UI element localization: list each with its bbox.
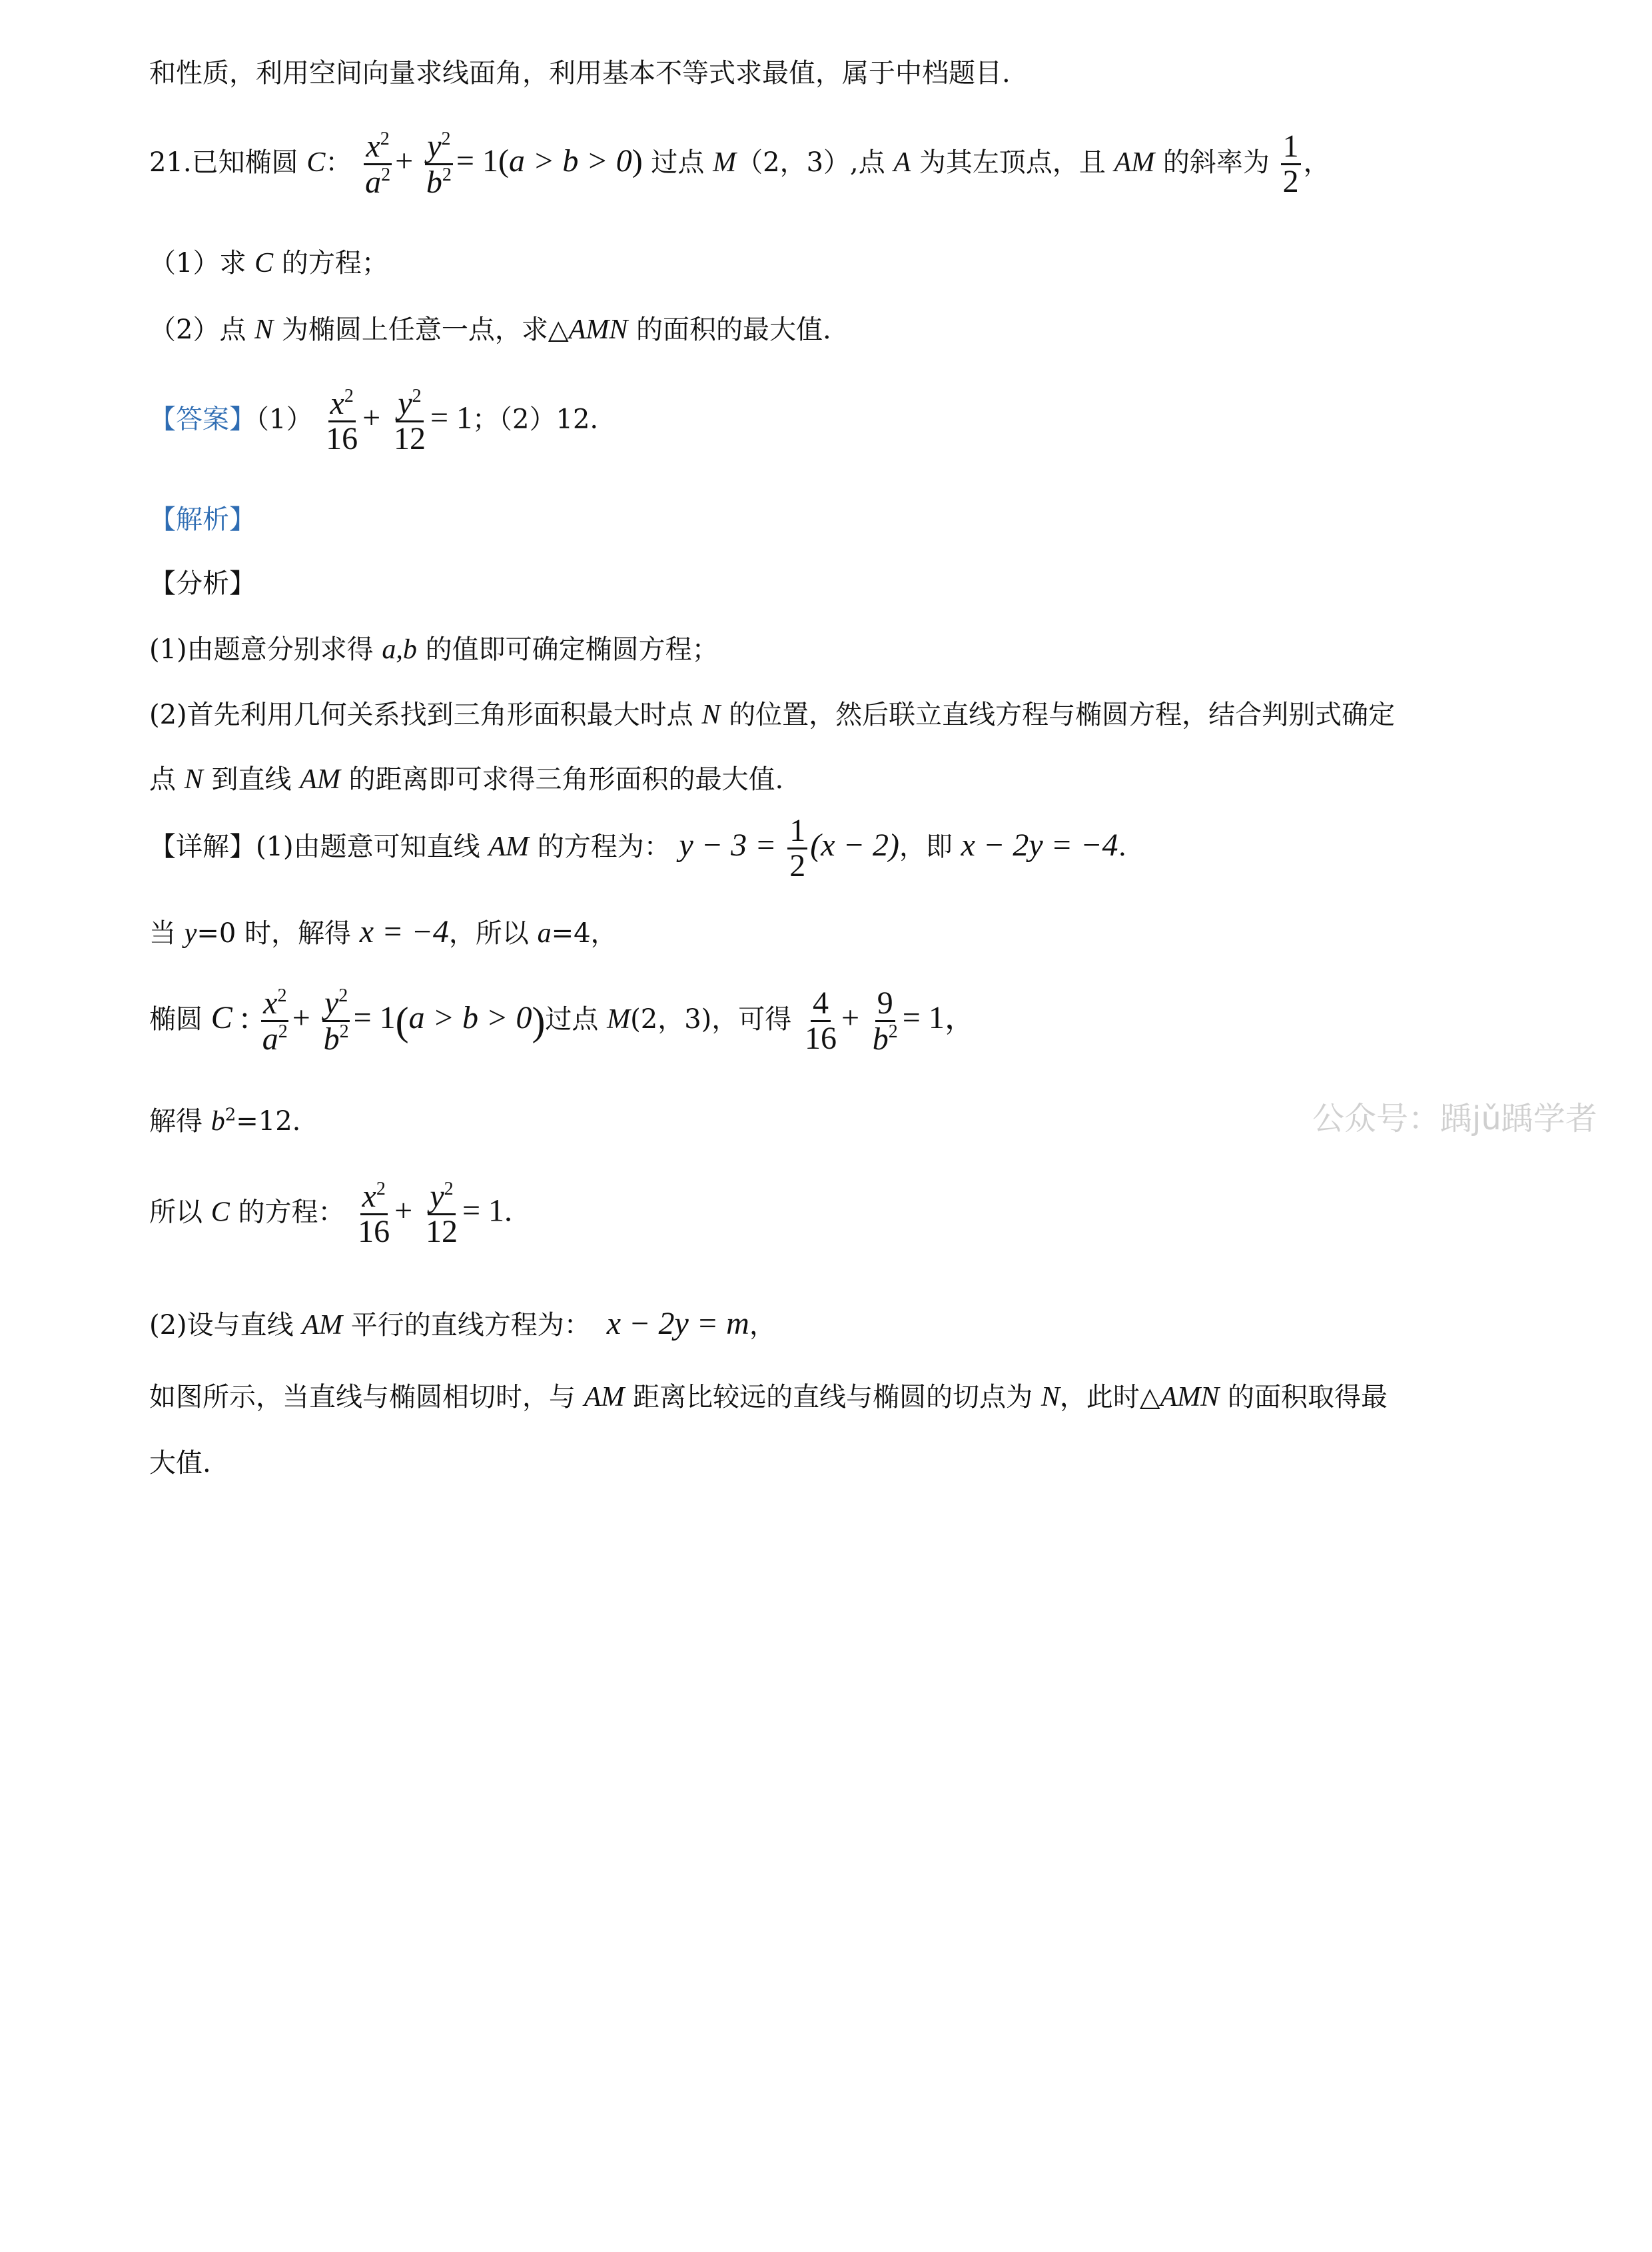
ans-x-exp: 2 xyxy=(344,386,354,406)
q-text-d: 的斜率为 xyxy=(1154,147,1270,178)
q-var-c: C xyxy=(306,147,326,178)
d6-am: AM xyxy=(302,1310,343,1341)
part2-post: 的面积的最大值. xyxy=(627,314,831,345)
d5-pre: 所以 xyxy=(149,1197,211,1228)
f1-post: 的值即可确定椭圆方程； xyxy=(416,634,719,665)
d7-post: 的面积取得最 xyxy=(1219,1382,1388,1412)
ans-y: y xyxy=(398,386,412,421)
ans-x: x xyxy=(330,386,344,421)
d2-pre: 当 xyxy=(149,918,185,949)
d3-colon: : xyxy=(232,999,250,1035)
d1-am: AM xyxy=(488,831,530,862)
f2-n: N xyxy=(701,700,721,730)
answer-frac-x2-16 xyxy=(324,386,360,456)
d3-num-4: 4 xyxy=(811,987,831,1022)
d5-plus: + xyxy=(394,1193,413,1229)
d6-post: ， xyxy=(749,1310,776,1341)
d7-pre: 如图所示，当直线与椭圆相切时，与 xyxy=(149,1382,584,1412)
q-text-pre: 已知椭圆 xyxy=(191,147,307,178)
d3-b2: b xyxy=(872,1021,889,1057)
fenxi-tag: 【分析】 xyxy=(149,568,256,599)
q-y-exp: 2 xyxy=(441,129,451,149)
detail-line-7 xyxy=(149,1381,1388,1414)
d3-frac-4-16 xyxy=(803,987,839,1056)
detail-line-6 xyxy=(149,1305,776,1343)
detail-line-2 xyxy=(149,913,618,951)
d3-y: y xyxy=(324,985,339,1021)
d4-pre: 解得 xyxy=(149,1106,211,1137)
d6-eq: x − 2y = m xyxy=(606,1306,749,1341)
detail-line-8 xyxy=(149,1447,211,1479)
fenxi-line-2 xyxy=(149,698,1395,732)
part2-mid: 为椭圆上任意一点，求△ xyxy=(273,314,569,345)
jiexi-heading xyxy=(149,504,256,536)
q-y: y xyxy=(427,129,442,164)
d5-mid: 的方程： xyxy=(229,1197,345,1228)
d8-text: 大值. xyxy=(149,1448,211,1478)
d3-c: C xyxy=(210,999,232,1035)
q-x-exp: 2 xyxy=(380,129,390,149)
d3-b2-exp: 2 xyxy=(888,1021,898,1042)
answer-tag: 【答案】 xyxy=(149,404,256,435)
intro-sentence: 和性质，利用空间向量求线面角，利用基本不等式求最值，属于中档题目. xyxy=(149,58,1011,89)
q-a: a xyxy=(365,165,382,201)
q-plus: + xyxy=(395,143,414,179)
part2-n: N xyxy=(254,314,274,345)
d1-line-eq: x − 2y = −4 xyxy=(961,827,1118,863)
q-frac-x2-a2 xyxy=(363,129,392,200)
fenxi-heading xyxy=(149,568,256,600)
d7-mid: 距离比较远的直线与椭圆的切点为 xyxy=(624,1382,1041,1412)
q-eq: = 1( xyxy=(456,143,509,179)
d1-mid: 的方程为： xyxy=(529,831,671,862)
d4-post: =12. xyxy=(236,1106,301,1137)
d1-pre: (1)由题意可知直线 xyxy=(256,831,489,862)
q-condition: a > b > 0 xyxy=(508,143,632,179)
f3-mid: 到直线 xyxy=(203,764,300,795)
ans-plus: + xyxy=(362,400,381,436)
q-frac-y2-b2 xyxy=(424,129,454,200)
detail-tag: 【详解】 xyxy=(149,831,256,862)
d3-plus: + xyxy=(292,999,310,1035)
d2-mid: =0 时，解得 xyxy=(197,918,360,949)
d3-frac-9-b2 xyxy=(871,987,900,1057)
answer-part2: ；（2）12. xyxy=(472,404,599,435)
d2-x-val: x = −4 xyxy=(359,914,449,949)
d3-frac-x2-a2 xyxy=(260,986,290,1057)
d3-eq: = 1 xyxy=(353,999,396,1035)
q-text-b: （2，3）,点 xyxy=(736,147,894,178)
f3-n: N xyxy=(184,764,203,795)
d2-mid2: ，所以 xyxy=(448,918,538,949)
d3-plus-2: + xyxy=(841,999,860,1035)
d3-b-exp: 2 xyxy=(339,1021,349,1043)
d1-x-minus-2: (x − 2) xyxy=(810,827,899,863)
q-half-den: 2 xyxy=(1282,164,1299,200)
d1-y-minus-3: y − 3 = xyxy=(679,827,777,863)
part2-amn: AMN xyxy=(568,314,628,345)
d3-den-16: 16 xyxy=(804,1021,837,1057)
detail-line-1 xyxy=(149,814,1126,883)
q-b: b xyxy=(426,165,442,201)
answer-part1-label: （1） xyxy=(256,404,313,435)
d5-16: 16 xyxy=(358,1214,390,1250)
d3-num-9: 9 xyxy=(875,987,895,1022)
d3-frac-y2-b2 xyxy=(322,986,351,1057)
question-21 xyxy=(149,129,1330,200)
d1-ji: ，即 xyxy=(899,831,961,862)
d3-mid: 过点 xyxy=(545,1003,608,1035)
d3-condition: a > b > 0 xyxy=(408,999,532,1035)
d5-c: C xyxy=(210,1197,230,1228)
detail-line-5 xyxy=(149,1179,512,1249)
watermark-text: 公众号：踽jǔ踽学者 xyxy=(1312,1100,1597,1137)
q-text-a: 过点 xyxy=(642,147,713,178)
d5-y-exp: 2 xyxy=(444,1179,454,1199)
ans-eq: = 1 xyxy=(430,400,473,436)
d3-m: M xyxy=(607,1003,631,1035)
d7-amn: AMN xyxy=(1160,1382,1220,1412)
detail-line-3: 椭圆 C : $\frac{x^2}{a^2}$ + $\frac{y^2}{b^2}$ = 1(a > b > 0)过点 M(2，3)，可得 $\frac{4}{16}$ + $\frac{9}{b^2}$ = 1， xyxy=(149,985,977,1057)
q-text-c: 为其左顶点，且 xyxy=(911,147,1114,178)
d4-b: b xyxy=(210,1106,225,1137)
q-point-a: A xyxy=(893,147,911,178)
part1-post: 的方程； xyxy=(273,248,388,279)
f3-pre: 点 xyxy=(149,764,185,795)
part-2 xyxy=(149,313,831,346)
q-x: x xyxy=(366,129,380,164)
f3-post: 的距离即可求得三角形面积的最大值. xyxy=(340,764,784,795)
f3-am: AM xyxy=(300,764,340,795)
q-colon: ： xyxy=(325,147,352,178)
d1-frac-half xyxy=(787,814,807,883)
jiexi-tag: 【解析】 xyxy=(149,504,256,535)
part1-pre: （1）求 xyxy=(149,248,255,279)
d4-b-exp: 2 xyxy=(224,1105,236,1125)
part-1 xyxy=(149,247,388,280)
f1-ab: a,b xyxy=(382,634,417,665)
detail-line-4 xyxy=(149,1105,300,1138)
d5-y: y xyxy=(430,1179,444,1214)
d3-x-exp: 2 xyxy=(277,985,287,1006)
d3-a-exp: 2 xyxy=(278,1021,288,1043)
ans-y-exp: 2 xyxy=(412,386,422,406)
q-close-paren: ) xyxy=(631,143,643,179)
answer-line xyxy=(149,386,598,456)
q-a-exp: 2 xyxy=(381,165,391,186)
f2-pre: (2)首先利用几何关系找到三角形面积最大时点 xyxy=(149,700,702,730)
d2-post: =4， xyxy=(551,918,618,949)
d7-am: AM xyxy=(584,1382,625,1412)
d3-b: b xyxy=(323,1021,340,1057)
d1-half-den: 2 xyxy=(789,848,806,884)
answer-frac-y2-12 xyxy=(392,386,428,456)
question-number: 21. xyxy=(149,147,192,178)
q-line-am: AM xyxy=(1114,147,1155,178)
ans-16: 16 xyxy=(326,421,358,457)
d7-mid2: ，此时△ xyxy=(1059,1382,1160,1412)
part1-c: C xyxy=(254,248,274,279)
d5-12: 12 xyxy=(425,1214,458,1250)
q-frac-half xyxy=(1281,130,1301,199)
q-half-num: 1 xyxy=(1281,130,1301,165)
d1-half-num: 1 xyxy=(787,814,807,849)
q-b-exp: 2 xyxy=(442,165,452,186)
d7-n: N xyxy=(1040,1382,1060,1412)
fenxi-line-1 xyxy=(149,633,719,666)
d5-frac-x2-16 xyxy=(356,1179,392,1249)
q-text-e: ， xyxy=(1303,147,1330,178)
d6-pre: (2)设与直线 xyxy=(149,1310,302,1341)
q-point-m: M xyxy=(713,147,737,178)
d2-y: y xyxy=(184,918,197,949)
f2-post: 的位置，然后联立直线方程与椭圆方程，结合判别式确定 xyxy=(720,700,1396,730)
d3-a: a xyxy=(262,1021,278,1057)
d3-end: = 1， xyxy=(902,999,977,1035)
d5-x: x xyxy=(362,1179,376,1214)
d3-x: x xyxy=(263,985,278,1021)
d3-y-exp: 2 xyxy=(338,985,348,1006)
d5-x-exp: 2 xyxy=(376,1179,386,1199)
d3-point: (2，3)，可得 xyxy=(630,1003,792,1035)
d1-end: . xyxy=(1118,831,1127,862)
fenxi-line-3 xyxy=(149,763,783,796)
d6-mid: 平行的直线方程为： xyxy=(342,1310,591,1341)
ans-12: 12 xyxy=(393,421,426,457)
d5-frac-y2-12 xyxy=(424,1179,460,1249)
f1-pre: (1)由题意分别求得 xyxy=(149,634,382,665)
d3-pre: 椭圆 xyxy=(149,1003,211,1035)
part2-pre: （2）点 xyxy=(149,314,255,345)
intro-text xyxy=(149,57,1011,89)
d5-end: = 1. xyxy=(462,1193,513,1229)
d2-a: a xyxy=(537,918,552,949)
